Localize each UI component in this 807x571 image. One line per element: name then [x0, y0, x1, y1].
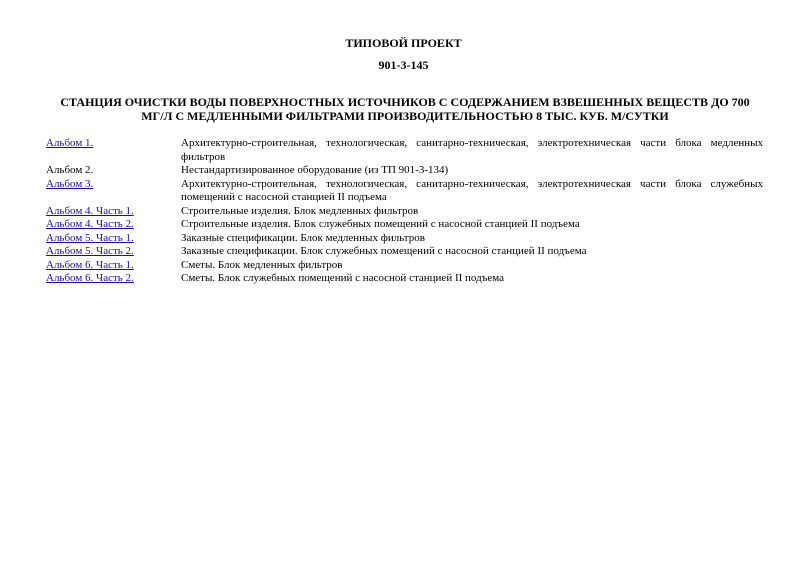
album-row-3	[46, 178, 763, 205]
album-5-part-1-link[interactable]: Альбом 5. Часть 1.	[46, 231, 134, 244]
album-5-part-2-link[interactable]: Альбом 5. Часть 2.	[46, 245, 134, 257]
album-3-link[interactable]: Альбом 3.	[46, 177, 94, 190]
album-4-part-2-link[interactable]: Альбом 4. Часть 2.	[46, 218, 134, 230]
album-1-description: Архитектурно-строительная, технологическая, санитарно-техническая, электротехническая части блока медленных фильтров	[181, 137, 763, 163]
album-4-part-1-description: Строительные изделия. Блок медленных фильтров	[181, 204, 419, 217]
album-5-part-1-description: Заказные спецификации. Блок медленных фильтров	[181, 231, 425, 244]
album-list	[46, 137, 763, 286]
album-6-part-1-description: Сметы. Блок медленных фильтров	[181, 258, 343, 271]
album-6-part-2-description: Сметы. Блок служебных помещений с насосной станцией II подъема	[181, 272, 505, 284]
album-row-4-2	[46, 218, 763, 232]
album-6-part-1-link[interactable]: Альбом 6. Часть 1.	[46, 258, 134, 271]
album-row-6-1	[46, 259, 763, 273]
doc-type-heading: ТИПОВОЙ ПРОЕКТ	[345, 36, 462, 50]
album-row-1	[46, 137, 763, 164]
album-3-description: Архитектурно-строительная, технологическая, санитарно-техническая, электротехническая части блока служебных помещений с насосной станцией II подъема	[181, 177, 763, 203]
album-4-part-1-link[interactable]: Альбом 4. Часть 1.	[46, 204, 134, 217]
album-2-description: Нестандартизированное оборудование (из ТП 901-3-134)	[181, 164, 449, 176]
album-row-5-1	[46, 232, 763, 246]
album-row-4-1	[46, 205, 763, 219]
album-1-link[interactable]: Альбом 1.	[46, 137, 94, 149]
album-2-label: Альбом 2.	[46, 164, 94, 176]
album-row-5-2	[46, 245, 763, 259]
album-4-part-2-description: Строительные изделия. Блок служебных помещений с насосной станцией II подъема	[181, 218, 580, 230]
album-5-part-2-description: Заказные спецификации. Блок служебных помещений с насосной станцией II подъема	[181, 245, 587, 257]
album-row-6-2	[46, 272, 763, 286]
album-row-2	[46, 164, 763, 178]
album-6-part-2-link[interactable]: Альбом 6. Часть 2.	[46, 272, 134, 284]
doc-title: СТАНЦИЯ ОЧИСТКИ ВОДЫ ПОВЕРХНОСТНЫХ ИСТОЧНИКОВ С СОДЕРЖАНИЕМ ВЗВЕШЕННЫХ ВЕЩЕСТВ ДО 700 МГ/Л С МЕДЛЕННЫМИ ФИЛЬТРАМИ ПРОИЗВОДИТЕЛЬНОСТЬЮ 8 ТЫС. КУБ. М/СУТКИ	[60, 95, 750, 123]
doc-code-heading: 901-3-145	[378, 58, 429, 72]
